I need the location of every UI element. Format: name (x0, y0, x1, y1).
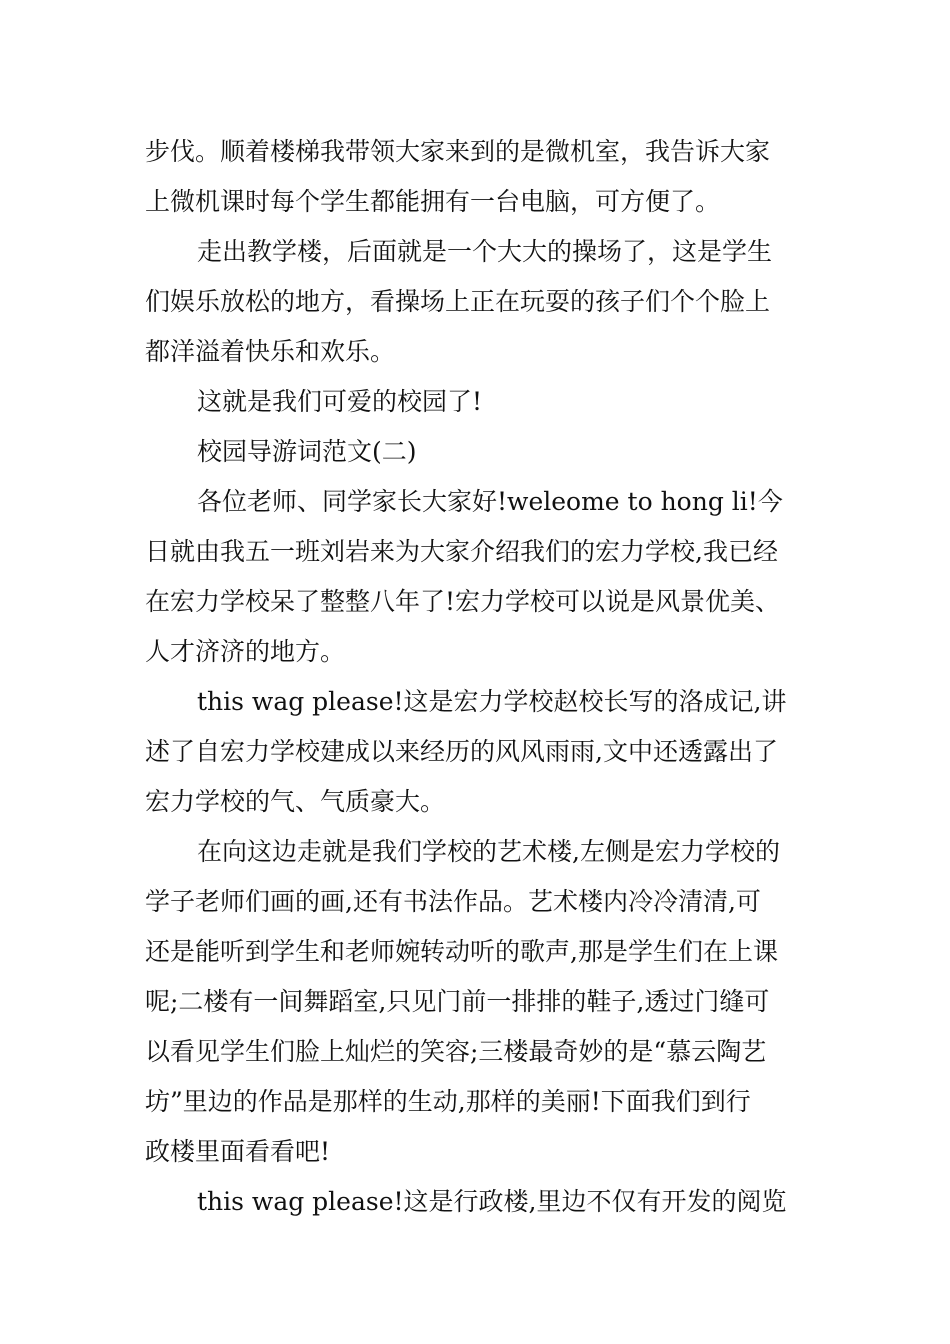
text-line: 们娱乐放松的地方，看操场上正在玩耍的孩子们个个脸上 (145, 287, 771, 316)
paragraph-7 (145, 827, 810, 1177)
paragraph-3 (145, 377, 810, 427)
text-line: 上微机课时每个学生都能拥有一台电脑，可方便了。 (145, 187, 721, 216)
paragraph-5 (145, 477, 810, 677)
text-line: 日就由我五一班刘岩来为大家介绍我们的宏力学校,我已经 (145, 537, 778, 566)
text-line: 坊”里边的作品是那样的生动,那样的美丽!下面我们到行 (145, 1087, 751, 1116)
section-heading (145, 427, 810, 477)
text-line: 各位老师、同学家长大家好!weleome to hong li!今 (197, 487, 783, 516)
text-line: 这就是我们可爱的校园了! (197, 387, 483, 416)
text-line: 以看见学生们脸上灿烂的笑容;三楼最奇妙的是“慕云陶艺 (145, 1037, 767, 1066)
text-line: 步伐。顺着楼梯我带领大家来到的是微机室，我告诉大家 (145, 137, 771, 166)
text-line: 都洋溢着快乐和欢乐。 (145, 337, 396, 366)
text-line: 政楼里面看看吧! (145, 1137, 331, 1166)
paragraph-1 (145, 127, 810, 227)
paragraph-8 (145, 1177, 810, 1227)
text-line: 呢;二楼有一间舞蹈室,只见门前一排排的鞋子,透过门缝可 (145, 987, 770, 1016)
text-line: 学子老师们画的画,还有书法作品。艺术楼内冷冷清清,可 (145, 887, 761, 916)
text-line: 宏力学校的气、气质豪大。 (145, 787, 446, 816)
paragraph-2 (145, 227, 810, 377)
text-line: this wag please!这是行政楼,里边不仅有开发的阅览 (197, 1187, 787, 1216)
text-line: 在向这边走就是我们学校的艺术楼,左侧是宏力学校的 (197, 837, 780, 866)
text-line: 在宏力学校呆了整整八年了!宏力学校可以说是风景优美、 (145, 587, 781, 616)
document-body (145, 127, 810, 1227)
text-line: 述了自宏力学校建成以来经历的风风雨雨,文中还透露出了 (145, 737, 778, 766)
paragraph-6 (145, 677, 810, 827)
heading-text: 校园导游词范文(二) (197, 437, 417, 466)
text-line: 还是能听到学生和老师婉转动听的歌声,那是学生们在上课 (145, 937, 778, 966)
text-line: 人才济济的地方。 (145, 637, 346, 666)
text-line: this wag please!这是宏力学校赵校长写的洛成记,讲 (197, 687, 787, 716)
text-line: 走出教学楼，后面就是一个大大的操场了，这是学生 (197, 237, 773, 266)
